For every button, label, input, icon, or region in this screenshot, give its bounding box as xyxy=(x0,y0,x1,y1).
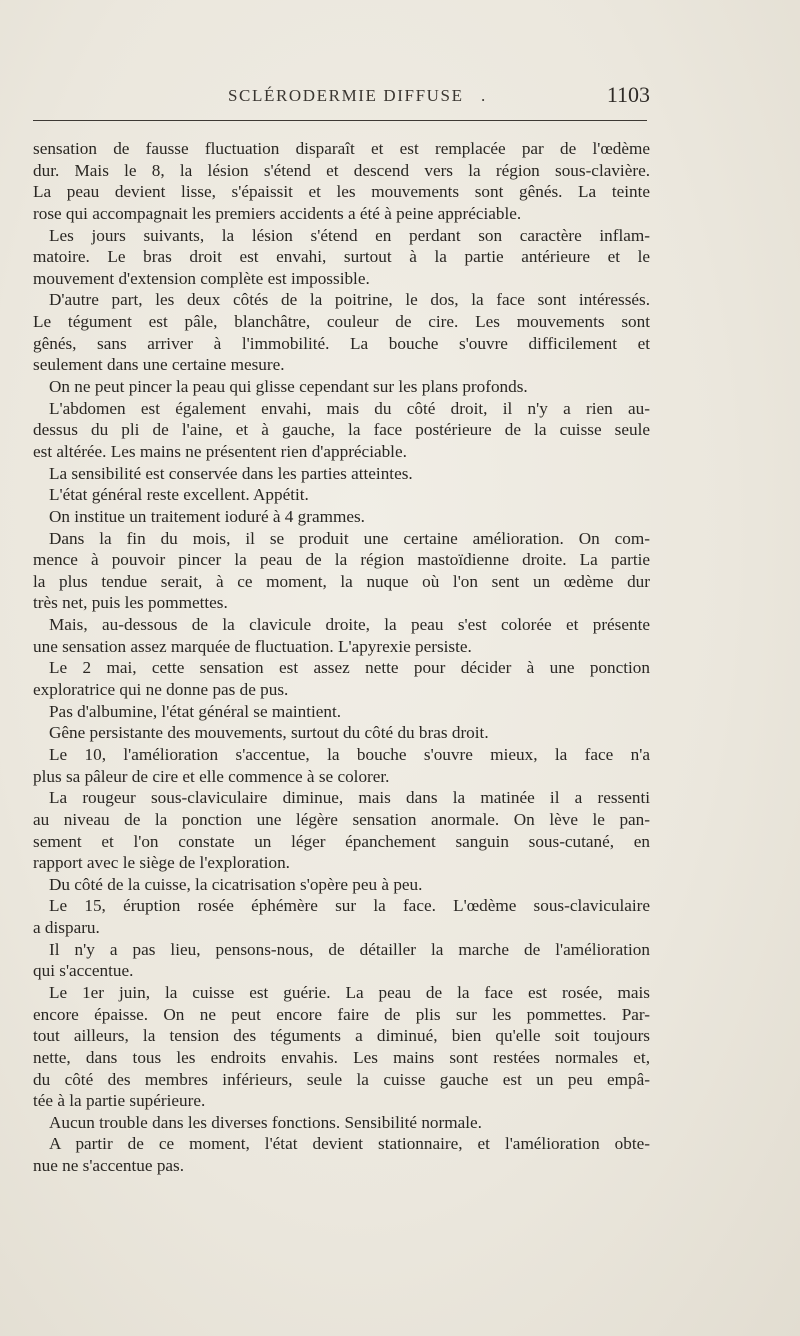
header-separator: . xyxy=(481,86,486,105)
text-line: rose qui accompagnait les premiers accidents a été à peine appréciable. xyxy=(33,203,522,223)
text-line: Le 15, éruption rosée éphémère sur la face. L'œdème sous-claviculaire xyxy=(49,896,650,916)
text-line: mence à pouvoir pincer la peau de la région mastoïdienne droite. La partie xyxy=(33,550,650,570)
text-line: très net, puis les pommettes. xyxy=(33,593,228,613)
text-line: A partir de ce moment, l'état devient stationnaire, et l'amélioration obte- xyxy=(49,1134,650,1154)
body-text xyxy=(33,138,650,1177)
text-line: L'abdomen est également envahi, mais du côté droit, il n'y a rien au- xyxy=(49,398,650,418)
text-line: rapport avec le siège de l'exploration. xyxy=(33,853,290,873)
running-title: SCLÉRODERMIE DIFFUSE xyxy=(228,86,464,105)
text-line: nue ne s'accentue pas. xyxy=(33,1156,185,1176)
text-line: sensation de fausse fluctuation disparaît et est remplacée par de l'œdème xyxy=(33,139,650,158)
text-line: L'état général reste excellent. Appétit. xyxy=(49,485,309,505)
text-line: tout ailleurs, la tension des téguments a diminué, bien qu'elle soit toujours xyxy=(33,1026,650,1046)
text-line: Il n'y a pas lieu, pensons-nous, de détailler la marche de l'amélioration xyxy=(49,939,650,959)
text-line: Le 2 mai, cette sensation est assez nette pour décider à une ponction xyxy=(49,658,650,678)
text-line: qui s'accentue. xyxy=(33,961,134,981)
text-line: nette, dans tous les endroits envahis. Les mains sont restées normales et, xyxy=(33,1047,650,1067)
page-number: 1103 xyxy=(606,82,650,107)
page-header xyxy=(33,82,650,112)
text-line: au niveau de la ponction une légère sensation anormale. On lève le pan- xyxy=(33,809,650,829)
text-line: Mais, au-dessous de la clavicule droite, la peau s'est colorée et présente xyxy=(49,615,650,635)
text-line: D'autre part, les deux côtés de la poitrine, le dos, la face sont intéressés. xyxy=(49,290,650,310)
header-rule xyxy=(33,120,647,121)
text-line: du côté des membres inférieurs, seule la cuisse gauche est un peu empâ- xyxy=(33,1069,650,1089)
text-line: est altérée. Les mains ne présentent rien d'appréciable. xyxy=(33,441,407,461)
text-line: Le tégument est pâle, blanchâtre, couleur de cire. Les mouvements sont xyxy=(33,312,650,332)
text-line: encore épaisse. On ne peut encore faire de plis sur les pommettes. Par- xyxy=(33,1004,650,1024)
text-line: La sensibilité est conservée dans les parties atteintes. xyxy=(49,463,413,483)
text-line: On ne peut pincer la peau qui glisse cependant sur les plans profonds. xyxy=(49,377,528,397)
text-line: dur. Mais le 8, la lésion s'étend et descend vers la région sous-clavière. xyxy=(33,160,650,180)
text-line: seulement dans une certaine mesure. xyxy=(33,355,285,375)
text-line: Le 10, l'amélioration s'accentue, la bouche s'ouvre mieux, la face n'a xyxy=(49,744,650,764)
text-line: Du côté de la cuisse, la cicatrisation s'opère peu à peu. xyxy=(49,874,423,894)
text-line: Les jours suivants, la lésion s'étend en perdant son caractère inflam- xyxy=(49,225,650,245)
text-line: Le 1er juin, la cuisse est guérie. La peau de la face est rosée, mais xyxy=(49,982,650,1002)
text-line: une sensation assez marquée de fluctuation. L'apyrexie persiste. xyxy=(33,636,472,656)
text-line: tée à la partie supérieure. xyxy=(33,1091,206,1111)
text-line: Dans la fin du mois, il se produit une certaine amélioration. On com- xyxy=(49,528,650,548)
text-line: mouvement d'extension complète est impossible. xyxy=(33,268,370,288)
text-line: a disparu. xyxy=(33,918,100,938)
text-line: la plus tendue serait, à ce moment, la nuque où l'on sent un œdème dur xyxy=(33,571,650,591)
text-line: dessus du pli de l'aine, et à gauche, la face postérieure de la cuisse seule xyxy=(33,420,650,440)
text-line: La rougeur sous-claviculaire diminue, mais dans la matinée il a ressenti xyxy=(49,788,650,808)
text-line: On institue un traitement ioduré à 4 grammes. xyxy=(49,506,365,526)
text-line: Pas d'albumine, l'état général se maintient. xyxy=(49,701,342,721)
text-line: gênés, sans arriver à l'immobilité. La bouche s'ouvre difficilement et xyxy=(33,333,650,353)
text-line: exploratrice qui ne donne pas de pus. xyxy=(33,680,289,700)
text-line: matoire. Le bras droit est envahi, surtout à la partie antérieure et le xyxy=(33,247,650,267)
text-line: plus sa pâleur de cire et elle commence à se colorer. xyxy=(33,766,390,786)
text-line: La peau devient lisse, s'épaissit et les mouvements sont gênés. La teinte xyxy=(33,182,650,202)
text-line: Aucun trouble dans les diverses fonctions. Sensibilité normale. xyxy=(49,1112,482,1132)
text-line: sement et l'on constate un léger épanchement sanguin sous-cutané, en xyxy=(33,831,650,851)
text-line: Gêne persistante des mouvements, surtout du côté du bras droit. xyxy=(49,723,489,743)
